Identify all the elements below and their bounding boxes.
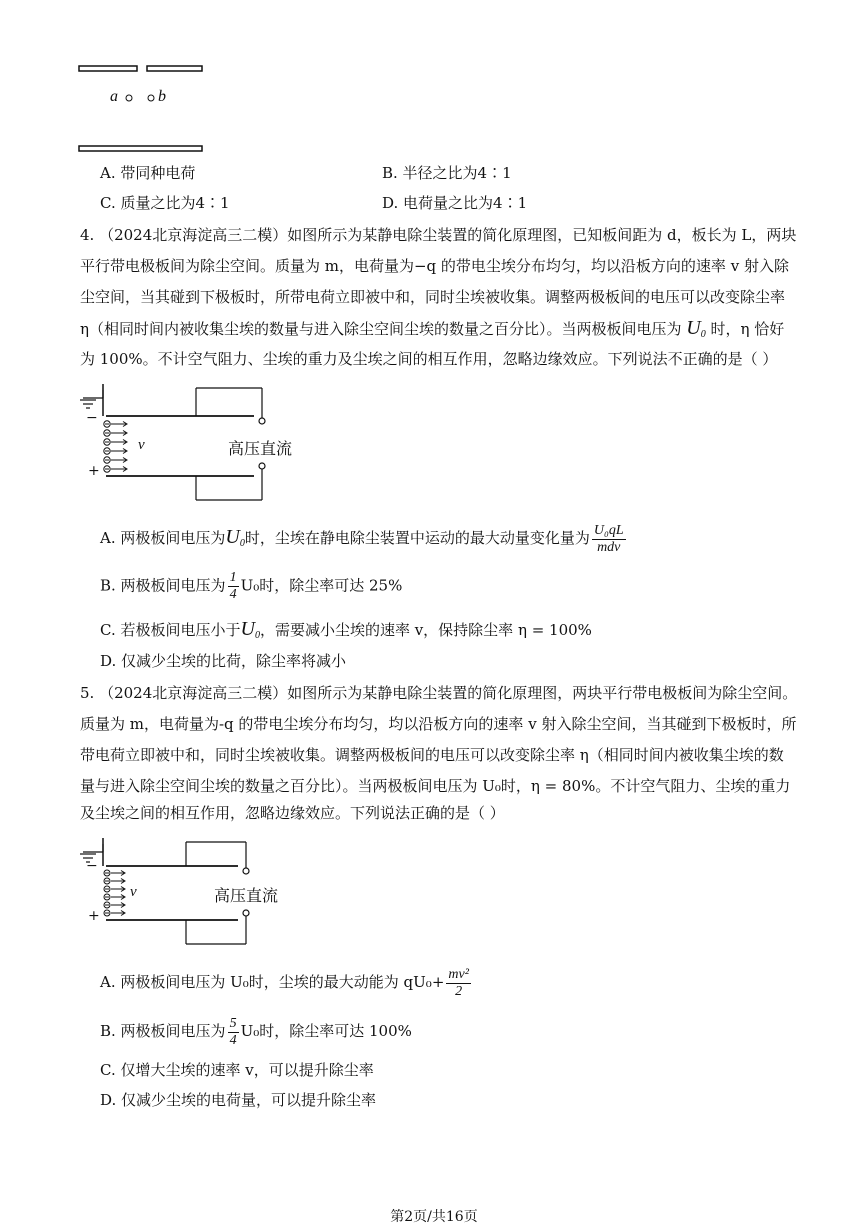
- q3-option-a: A. 带同种电荷: [100, 164, 196, 182]
- q5-option-c: C. 仅增大尘埃的速率 v，可以提升除尘率: [100, 1061, 374, 1079]
- q4-line-1: 4. （2024北京海淀高三二模）如图所示为某静电除尘装置的简化原理图，已知板间距为 d，板长为 L，两块: [80, 226, 797, 244]
- upper-right-plate: [147, 66, 202, 71]
- q5-line-2: 质量为 m，电荷量为-q 的带电尘埃分布均匀，均以沿板方向的速率 v 射入除尘空间，当其碰到下极板时，所: [80, 715, 797, 733]
- upper-left-plate: [79, 66, 137, 71]
- terminal-top: [243, 868, 249, 874]
- q4-option-c: C. 若极板间电压小于$U_0$，需要减小尘埃的速率 v，保持除尘率 η = 100%: [100, 618, 592, 641]
- q4-plus-sign: +: [88, 463, 100, 479]
- dust-particles: [104, 421, 127, 472]
- terminal-bottom: [243, 910, 249, 916]
- q3-option-c: C. 质量之比为4∶1: [100, 194, 230, 212]
- page-footer: 第2页/共16页: [390, 1209, 478, 1225]
- top-figure: [76, 60, 211, 156]
- q4-u0-symbol: $U_0$: [686, 317, 706, 340]
- q5-supply-label: 高压直流: [214, 886, 279, 905]
- q5-velocity-label: v: [130, 884, 137, 900]
- q4-option-a-fraction: $\frac{\text{U₀qL}}{\text{mdv}}$: [593, 522, 624, 555]
- q4-supply-label: 高压直流: [228, 439, 293, 458]
- q4-minus-sign: −: [86, 410, 98, 426]
- q5-plus-sign: +: [88, 908, 100, 924]
- q4-option-d: D. 仅减少尘埃的比荷，除尘率将减小: [100, 652, 347, 670]
- particle-b: [148, 95, 154, 101]
- q5-minus-sign: −: [86, 858, 98, 874]
- q4-line-4: η（相同时间内被收集尘埃的数量与进入除尘空间尘埃的数量之百分比）。当两极板间电压为 $U_0$ 时，η 恰好: [80, 317, 785, 340]
- q5-line-4: 量与进入除尘空间尘埃的数量之百分比）。当两极板间电压为 U₀时，η = 80%。不计空气阻力、尘埃的重力: [80, 777, 791, 795]
- q4-option-b: B. 两极板间电压为 $\frac{1}{4}$ U₀时，除尘率可达 25%: [100, 570, 403, 602]
- q4-velocity-label: v: [138, 437, 145, 453]
- q3-option-b: B. 半径之比为4∶1: [382, 164, 512, 182]
- q4-option-b-fraction: $\frac{1}{4}$: [229, 570, 237, 602]
- lower-plate: [79, 146, 202, 151]
- q5-line-3: 带电荷立即被中和，同时尘埃被收集。调整两极板间的电压可以改变除尘率 η（相同时间内被收集尘埃的数: [80, 746, 784, 764]
- q4-line-5: 为 100%。不计空气阻力、尘埃的重力及尘埃之间的相互作用，忽略边缘效应。下列说法不正确的是（ ）: [80, 350, 778, 368]
- q5-line-5: 及尘埃之间的相互作用，忽略边缘效应。下列说法正确的是（ ）: [80, 804, 505, 822]
- q5-option-b: B. 两极板间电压为 $\frac{5}{4}$ U₀时，除尘率可达 100%: [100, 1015, 412, 1048]
- q4-line-3: 尘空间，当其碰到下极板时，所带电荷立即被中和，同时尘埃被收集。调整两极板间的电压可以改变除尘率: [80, 288, 786, 306]
- q5-option-d: D. 仅减少尘埃的电荷量，可以提升除尘率: [100, 1091, 377, 1109]
- terminal-bottom: [259, 463, 265, 469]
- q4-line-2: 平行带电极板间为除尘空间。质量为 m，电荷量为−q 的带电尘埃分布均匀，均以沿板方向的速率 v 射入除: [80, 257, 789, 275]
- label-b: b: [158, 88, 166, 105]
- dust-particles: [104, 870, 125, 916]
- q4-option-a: A. 两极板间电压为$U_0$时，尘埃在静电除尘装置中运动的最大动量变化量为 $\frac{\text{U₀qL}}{\text{mdv}}$: [100, 522, 624, 555]
- q5-option-a-fraction: $\frac{\text{mv²}}{2}$: [448, 966, 469, 999]
- q5-option-b-fraction: $\frac{5}{4}$: [229, 1015, 237, 1048]
- label-a: a: [110, 88, 118, 105]
- q3-option-d: D. 电荷量之比为4∶1: [382, 194, 528, 212]
- terminal-top: [259, 418, 265, 424]
- particle-a: [126, 95, 132, 101]
- q5-option-a: A. 两极板间电压为 U₀时，尘埃的最大动能为 qU₀+ $\frac{\text{mv²}}{2}$: [100, 966, 469, 999]
- q5-line-1: 5. （2024北京海淀高三二模）如图所示为某静电除尘装置的简化原理图，两块平行带电极板间为除尘空间。: [80, 684, 798, 702]
